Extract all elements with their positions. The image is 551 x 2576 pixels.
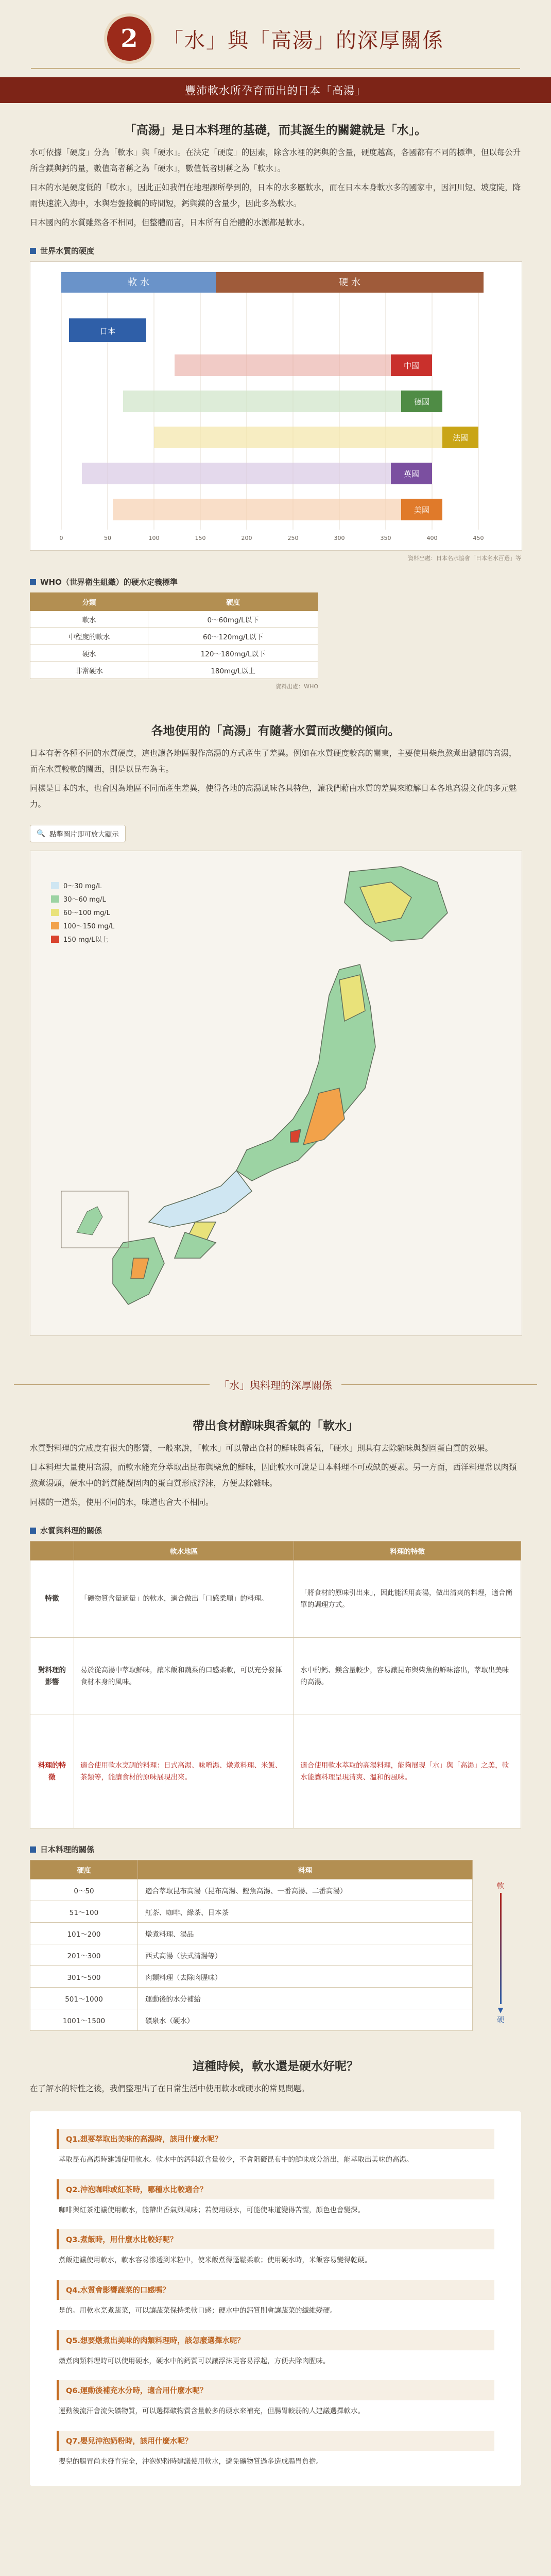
square-bullet-icon [30, 248, 36, 254]
section2-title: 「水」與料理的深厚關係 [0, 1373, 551, 1396]
japan-hardness-map[interactable] [30, 851, 522, 1336]
table-row: 對料理的影響 易於從高湯中萃取鮮味，讓米飯和蔬菜的口感柔軟，可以充分發揮食材本身的風味。 水中的鈣、鎂含量較少，容易讓昆布與柴魚的鮮味溶出，萃取出美味的高湯。 [30, 1638, 521, 1715]
svg-text:450: 450 [473, 535, 484, 541]
country-label: 中國 [403, 361, 420, 370]
svg-text:250: 250 [287, 535, 299, 541]
table-row: 501～1000 運動後的水分補給 [30, 1988, 473, 2009]
table-row: 特徵 「礦物質含量適量」的軟水，適合做出「口感柔順」的料理。 「將食材的原味引出來」，因此能活用高湯，做出清爽的料理，適合簡單的調理方式。 [30, 1561, 521, 1638]
faq-answer: 煮飯建議使用軟水，軟水容易滲透到米粒中，使米飯煮得蓬鬆柔軟；使用硬水時，米飯容易變得乾硬。 [59, 2256, 372, 2265]
row-france-range [154, 427, 442, 448]
title-rule [341, 1384, 537, 1385]
square-bullet-icon [30, 579, 36, 585]
table-row: 51～100 紅茶、咖啡、綠茶、日本茶 [30, 1901, 473, 1923]
faq-item [57, 2380, 494, 2418]
row-china-range [175, 354, 391, 376]
table-row: 非常硬水 180mg/L以上 [30, 662, 318, 679]
svg-text:30～60 mg/L: 30～60 mg/L [63, 896, 106, 904]
svg-text:300: 300 [334, 535, 345, 541]
svg-text:150: 150 [195, 535, 206, 541]
country-label: 德國 [414, 397, 430, 406]
faq-answer: 嬰兒的腸胃尚未發育完全，沖泡奶粉時建議使用軟水，避免礦物質過多造成腸胃負擔。 [59, 2457, 323, 2466]
intro-paragraph: 日本的水是硬度低的「軟水」，因此正如我們在地理課所學到的，日本的水多屬軟水，而在日本本身軟水多的國家中，因河川短、坡度陡，降雨快速流入海中，水與岩盤接觸的時間短，鈣與鎂的含量少，因此多為軟水。 [30, 183, 521, 208]
hard-water-label: 硬 水 [339, 277, 360, 288]
row-uk-range [82, 463, 391, 484]
arrow-shaft [500, 1893, 502, 2004]
section2-paragraph: 日本料理大量使用高湯，而軟水能充分萃取出昆布與柴魚的鮮味，因此軟水可說是日本料理不可或缺的要素。另一方面，西洋料理常以肉類熬煮湯頭，硬水中的鈣質能凝固肉的蛋白質形成浮沫，方便去除雜味。 [30, 1463, 517, 1488]
country-rows [69, 318, 478, 520]
title-rule [14, 1384, 210, 1385]
table-row: 0～50 適合萃取昆布高湯（昆布高湯、鰹魚高湯、一番高湯、二番高湯） [30, 1879, 473, 1901]
table-row: 1001～1500 礦泉水（硬水） [30, 2009, 473, 2031]
faq-item [57, 2330, 494, 2368]
arrow-down-icon: ▼ [497, 2006, 504, 2014]
faq-answer: 燉煮肉類料理時可以使用硬水，硬水中的鈣質可以讓浮沫更容易浮起，方便去除肉腥味。 [59, 2357, 330, 2365]
table-row: 料理的特徵 適合使用軟水烹調的料理：日式高湯、味噌湯、燉煮料理、米飯、茶類等，能讓食材的原味展現出來。 適合使用軟水萃取的高湯料理，能夠展現「水」與「高湯」之美，軟水能讓料理呈現清爽、溫和的風味。 [30, 1715, 521, 1828]
regions-heading: 各地使用的「高湯」有隨著水質而改變的傾向。 [151, 724, 400, 738]
svg-text:0～30 mg/L: 0～30 mg/L [63, 883, 102, 890]
country-label: 法國 [452, 433, 469, 443]
hardness-chart[interactable] [30, 261, 522, 551]
faq-item [57, 2129, 494, 2167]
page-title: 「水」與「高湯」的深厚關係 [163, 28, 444, 53]
faq-item [57, 2229, 494, 2267]
country-label: 美國 [414, 505, 430, 515]
section2-paragraph: 同樣的一道菜，使用不同的水，味道也會大不相同。 [30, 1498, 214, 1507]
faq-question: Q4.水質會影響蔬菜的口感嗎？ [57, 2280, 494, 2300]
faq-answer: 萃取昆布高湯時建議使用軟水。軟水中的鈣與鎂含量較少，不會阻礙昆布中的鮮味成分溶出，能萃取出美味的高湯。 [59, 2156, 414, 2164]
svg-text:200: 200 [241, 535, 252, 541]
section2-heading: 帶出食材醇味與香氣的「軟水」 [193, 1419, 358, 1433]
hardness-chart-label: 世界水質的硬度 [30, 245, 521, 256]
faq-heading: 這種時候，軟水還是硬水好呢？ [193, 2059, 358, 2073]
faq-question: Q5.想要燉煮出美味的肉類料理時，該怎麼選擇水呢？ [57, 2330, 494, 2350]
faq-item [57, 2179, 494, 2217]
page-header [0, 0, 551, 77]
faq-question: Q7.嬰兒沖泡奶粉時，該用什麼水呢？ [57, 2431, 494, 2451]
section-banner: 豐沛軟水所孕育而出的日本「高湯」 [0, 77, 551, 103]
faq-answer: 是的。用軟水烹煮蔬菜，可以讓蔬菜保持柔軟口感；硬水中的鈣質則會讓蔬菜的纖維變硬。 [59, 2306, 337, 2315]
faq-answer: 運動後流汗會流失礦物質，可以選擇礦物質含量較多的硬水來補充，但腸胃較弱的人建議選擇軟水。 [59, 2407, 365, 2416]
chapter-badge: 2 [107, 16, 151, 61]
faq-question: Q3.煮飯時，用什麼水比較好呢？ [57, 2229, 494, 2249]
faq-item [57, 2431, 494, 2469]
country-label: 英國 [403, 469, 420, 479]
table-row: 301～500 肉類料理（去除肉腥味） [30, 1966, 473, 1988]
soft-water-label: 軟 水 [128, 277, 149, 288]
regions-paragraph: 同樣是日本的水，也會因為地區不同而產生差異，使得各地的高湯風味各具特色，讓我們藉由水質的差異來瞭解日本各地高湯文化的多元魅力。 [30, 784, 517, 809]
who-note: 資料出處：WHO [276, 683, 318, 690]
faq-question: Q1.想要萃取出美味的高湯時，該用什麼水呢？ [57, 2129, 494, 2149]
faq-question: Q2.沖泡咖啡或紅茶時，哪種水比較適合？ [57, 2179, 494, 2199]
square-bullet-icon [30, 1528, 36, 1534]
table1-label: 水質與料理的關係 [30, 1525, 521, 1536]
hardness-chart-note: 資料出處：日本名水協會「日本名水百選」等 [408, 555, 521, 562]
who-table: 分類 硬度 軟水 0～60mg/L以下 中程度的軟水 60～120mg/L以下 硬水 120～180mg/L以下 非常硬水 180mg/L以上 [30, 592, 318, 679]
table-row: 201～300 西式高湯（法式清湯等） [30, 1944, 473, 1966]
faq-box [30, 2111, 521, 2486]
intro-paragraph: 日本國內的水質雖然各不相同，但整體而言，日本所有自治體的水源都是軟水。 [30, 218, 309, 227]
hardness-arrow: 軟 ▼ 硬 [497, 1882, 504, 2024]
axis-ticks [60, 535, 484, 541]
header-divider [31, 68, 520, 69]
svg-text:100: 100 [148, 535, 160, 541]
intro-heading: 「高湯」是日本料理的基礎，而其誕生的關鍵就是「水」。 [124, 123, 427, 137]
country-label: 日本 [99, 327, 116, 336]
hardness-chart-svg [30, 262, 522, 550]
svg-text:400: 400 [426, 535, 438, 541]
svg-text:60～100 mg/L: 60～100 mg/L [63, 909, 111, 917]
faq-answer: 咖啡與紅茶建議使用軟水，能帶出香氣與風味；若使用硬水，可能使味道變得苦澀，顏色也會變深。 [59, 2206, 365, 2214]
table-row: 軟水 0～60mg/L以下 [30, 611, 318, 628]
magnifier-icon: 🔍 [37, 829, 45, 838]
regions-paragraph: 日本有著各種不同的水質硬度，這也讓各地區製作高湯的方式產生了差異。例如在水質硬度較高的關東，主要使用柴魚熬煮出濃郁的高湯，而在水質較軟的關西，則是以昆布為主。 [30, 749, 517, 774]
hardness-dish-table: 硬度 料理 0～50 適合萃取昆布高湯（昆布高湯、鰹魚高湯、一番高湯、二番高湯） 51～100 紅茶、咖啡、綠茶、日本茶 101～200 燉煮料理、湯品 201～300 西式高湯（法式清湯等） 301～500 肉類料理（去除肉腥味） 501～1000 運動後的水分補給 1001～1500 礦泉水（硬水） [30, 1860, 473, 2031]
square-bullet-icon [30, 1846, 36, 1853]
row-germany-range [123, 391, 401, 412]
hardness-dish-table-wrap [30, 1860, 521, 2031]
water-cuisine-table: 軟水地區 料理的特徵 特徵 「礦物質含量適量」的軟水，適合做出「口感柔順」的料理。 「將食材的原味引出來」，因此能活用高湯，做出清爽的料理，適合簡單的調理方式。 對料理的影響 易於從高湯中萃取鮮味，讓米飯和蔬菜的口感柔軟，可以充分發揮食材本身的風味。 水中的鈣、鎂含量較少，容易讓昆布與柴魚的鮮味溶出，萃取出美味的高湯。 料理的特徵 適合使用軟水烹調的料理：日式高湯、味噌湯、燉煮料理、米飯、茶類等，能讓食材的原味展現出來。 適合使用軟水萃取的高湯料理，能夠展現「水」與「高湯」之美，軟水能讓料理呈現清爽、溫和的風味。 [30, 1541, 521, 1828]
svg-text:0: 0 [59, 535, 63, 541]
svg-text:350: 350 [380, 535, 391, 541]
faq-question: Q6.運動後補充水分時，適合用什麼水呢？ [57, 2380, 494, 2400]
svg-text:100～150 mg/L: 100～150 mg/L [63, 923, 115, 930]
table-row: 硬水 120～180mg/L以下 [30, 645, 318, 662]
svg-text:50: 50 [104, 535, 111, 541]
faq-intro: 在了解水的特性之後，我們整理出了在日常生活中使用軟水或硬水的常見問題。 [30, 2084, 309, 2093]
zoom-map-button[interactable]: 🔍 點擊圖片即可放大顯示 [30, 825, 126, 842]
table-row: 101～200 燉煮料理、湯品 [30, 1923, 473, 1944]
intro-paragraph: 水可依據「硬度」分為「軟水」與「硬水」。在決定「硬度」的因素，除含水裡的鈣與的含量，硬度越高，各國都有不同的標準，但以每公升所含鎂與鈣的量，數值高者稱之為「硬水」，數值低者則稱之為「軟水」。 [30, 148, 521, 173]
who-label: WHO（世界衛生組織）的硬水定義標準 [30, 577, 521, 587]
faq-item [57, 2280, 494, 2318]
section2-paragraph: 水質對料理的完成度有很大的影響，一般來說，「軟水」可以帶出食材的鮮味與香氣，「硬水」則具有去除雜味與凝固蛋白質的效果。 [30, 1444, 493, 1453]
row-usa-range [113, 499, 401, 520]
table-row: 中程度的軟水 60～120mg/L以下 [30, 628, 318, 645]
table2-label: 日本料理的關係 [30, 1844, 521, 1855]
svg-text:150 mg/L以上: 150 mg/L以上 [63, 936, 109, 944]
japan-map-svg [30, 851, 522, 1335]
